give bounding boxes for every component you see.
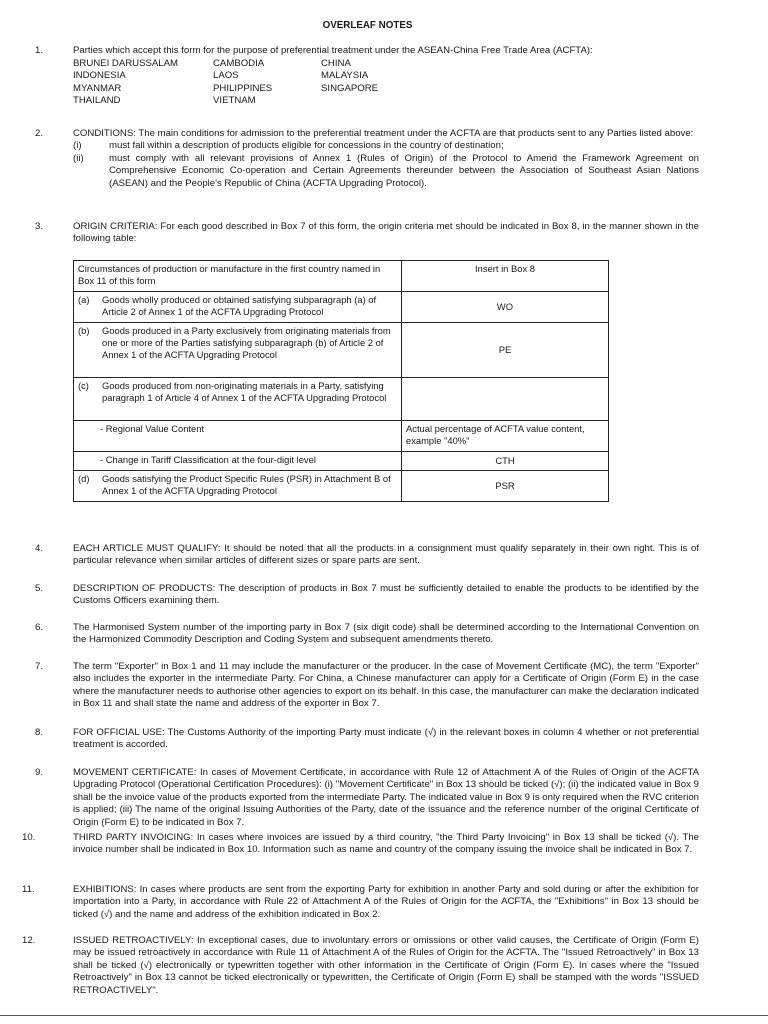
- note-number: 11.: [22, 884, 35, 895]
- row-description: - Change in Tariff Classification at the four-digit level: [100, 454, 316, 465]
- note-number: 7.: [35, 661, 44, 672]
- table-row: [74, 323, 609, 378]
- row-description: - Regional Value Content: [100, 423, 205, 434]
- row-code: [402, 378, 609, 421]
- country: LAOS: [213, 70, 239, 82]
- bottom-rule: [0, 1015, 768, 1016]
- row-description: Goods produced from non-originating materials in a Party, satisfying paragraph 1 of Article 4 of Annex 1 of the ACFTA Upgrading Protocol: [102, 380, 387, 403]
- row-marker: (a): [78, 294, 90, 305]
- note-number: 4.: [35, 543, 44, 554]
- row-description: Goods satisfying the Product Specific Rules (PSR) in Attachment B of Annex 1 of the ACFTA Upgrading Protocol: [102, 473, 391, 496]
- row-code: PE: [402, 323, 609, 378]
- table-header-row: [74, 261, 609, 292]
- condition-item: [73, 140, 699, 152]
- note-number: 12.: [22, 935, 36, 946]
- row-marker: (d): [78, 473, 90, 484]
- country: INDONESIA: [73, 70, 126, 82]
- table-row: [74, 452, 609, 471]
- note-text: DESCRIPTION OF PRODUCTS: The description of products in Box 7 must be sufficiently detailed to enable the products to be identified by the Customs Officers examining them.: [73, 583, 699, 607]
- row-description: Goods wholly produced or obtained satisfying subparagraph (a) of Article 2 of Annex 1 of the ACFTA Upgrading Protocol: [102, 294, 377, 317]
- condition-marker: (i): [73, 140, 82, 152]
- note-text: EACH ARTICLE MUST QUALIFY: It should be noted that all the products in a consignment must qualify separately in their own right. This is of particular relevance when similar articles of different sizes or spare parts are sent.: [73, 543, 699, 567]
- note-text: The term "Exporter" in Box 1 and 11 may include the manufacturer or the producer. In the case of Movement Certificate (MC), the term "Exporter" also includes the exporter in the intermediate Party. For China, a Chinese manufacturer can apply for a Certificate of Origin (Form E) in the case where the manufacturer needs to authorise other agencies to export on its behalf. In this case, the manufacturer can make the declaration indicated in Box 11 and shall state the name and address of the exporter in Box 7.: [73, 661, 699, 710]
- country: BRUNEI DARUSSALAM: [73, 58, 179, 69]
- row-code: PSR: [402, 471, 609, 502]
- note-text: THIRD PARTY INVOICING: In cases where invoices are issued by a third country, "the Third Party Invoicing" in Box 13 shall be ticked (√). The invoice number shall be indicated in Box 10. Information such as name and country of the company issuing the invoice shall be indicated in Box 7.: [73, 832, 699, 856]
- condition-marker: (ii): [73, 152, 84, 164]
- note-number: 3.: [35, 221, 44, 232]
- note-text: EXHIBITIONS: In cases where products are sent from the exporting Party for exhibition in another Party and sold during or after the exhibition for importation into a Party, in accordance with Rule 22 of Attachment A of the Rules of Origin for the ACFTA, the "Exhibitions" in Box 13 should be ticked (√) and the name and address of the exhibition indicated in Box 2.: [73, 884, 699, 920]
- condition-item: [73, 153, 699, 190]
- country: CAMBODIA: [213, 58, 265, 69]
- country: VIETNAM: [213, 95, 256, 107]
- note-number: 2.: [35, 128, 44, 139]
- row-description: Goods produced in a Party exclusively from originating materials from one or more of the Parties satisfying subparagraph (b) of Article 2 of Annex 1 of the ACFTA Upgrading Protocol: [102, 325, 391, 360]
- country: SINGAPORE: [321, 82, 379, 94]
- country: PHILIPPINES: [213, 82, 273, 94]
- note-text: ORIGIN CRITERIA: For each good described in Box 7 of this form, the origin criteria met should be indicated in Box 8, in the manner shown in the following table:: [73, 221, 699, 245]
- note-text: [73, 128, 699, 190]
- table-row: [74, 378, 609, 421]
- origin-criteria-table: [73, 260, 609, 502]
- note-number: 1.: [35, 45, 44, 56]
- table-header-circumstances: Circumstances of production or manufacture in the first country named in Box 11 of this form: [74, 261, 402, 292]
- note-text: ISSUED RETROACTIVELY: In exceptional cases, due to involuntary errors or omissions or other valid causes, the Certificate of Origin (Form E) may be issued retroactively in accordance with Rule 11 of Attachment A of the Rules of Origin for the ACFTA. The "Issued Retroactively" in Box 13 shall be ticked (√) electronically or typewritten together with other information in the Certificate of Origin (Form E). In cases where the "Issued Retroactively" in Box 13 cannot be ticked electronically or typewritten, the Certificate of Origin (Form E) shall be stamped with the words "ISSUED RETROACTIVELY".: [73, 935, 699, 996]
- note-text: MOVEMENT CERTIFICATE: In cases of Movement Certificate, in accordance with Rule 12 of Attachment A of the Rules of Origin of the ACFTA Upgrading Protocol (Operational Certification Procedures): (i) "Movement Certificate" in Box 13 should be ticked (√); (ii) the indicated value in Box 9 shall be the invoice value of the products exported from the intermediate Party. The indicated value in Box 9 is only required when the RVC criterion is applied; (iii) The name of the original Issuing Authorities of the Party, date of the issuance and the reference number of the original Certificate of Origin (Form E) to be indicated in Box 7.: [73, 767, 699, 828]
- table-row: [74, 471, 609, 502]
- country-list: [73, 58, 441, 108]
- note-text: Parties which accept this form for the purpose of preferential treatment under the ASEAN-China Free Trade Area (ACFTA):: [73, 45, 593, 56]
- note-number: 6.: [35, 622, 44, 633]
- country: MALAYSIA: [321, 70, 369, 82]
- row-code: Actual percentage of ACFTA value content, example "40%": [402, 421, 609, 452]
- row-marker: (b): [78, 325, 90, 336]
- country: CHINA: [321, 58, 351, 69]
- note-number: 5.: [35, 583, 44, 594]
- condition-text: must fall within a description of products eligible for concessions in the country of destination;: [109, 140, 504, 152]
- page-title: OVERLEAF NOTES: [322, 20, 413, 31]
- table-header-box8: Insert in Box 8: [402, 261, 609, 292]
- note-intro: CONDITIONS: The main conditions for admission to the preferential treatment under the ACFTA are that products sent to any Parties listed above:: [73, 128, 694, 139]
- note-number: 8.: [35, 727, 44, 738]
- row-code: CTH: [402, 452, 609, 471]
- note-number: 9.: [35, 767, 44, 778]
- table-row: [74, 421, 609, 452]
- note-number: 10.: [22, 832, 36, 843]
- country: MYANMAR: [73, 82, 122, 94]
- condition-text: must comply with all relevant provisions of Annex 1 (Rules of Origin) of the Protocol to Amend the Framework Agreement on Comprehensive Economic Co-operation and Certain Agreements thereunder between the Association of Southeast Asian Nations (ASEAN) and the People's Republic of China (ACFTA Upgrading Protocol).: [109, 152, 699, 189]
- note-text: The Harmonised System number of the importing party in Box 7 (six digit code) shall be determined according to the International Convention on the Harmonized Commodity Description and Coding System and subsequent amendments thereto.: [73, 622, 699, 646]
- row-code: WO: [402, 292, 609, 323]
- note-text: FOR OFFICIAL USE: The Customs Authority of the importing Party must indicate (√) in the relevant boxes in column 4 whether or not preferential treatment is accorded.: [73, 727, 699, 751]
- table-row: [74, 292, 609, 323]
- row-marker: (c): [78, 380, 89, 391]
- country: THAILAND: [73, 95, 121, 107]
